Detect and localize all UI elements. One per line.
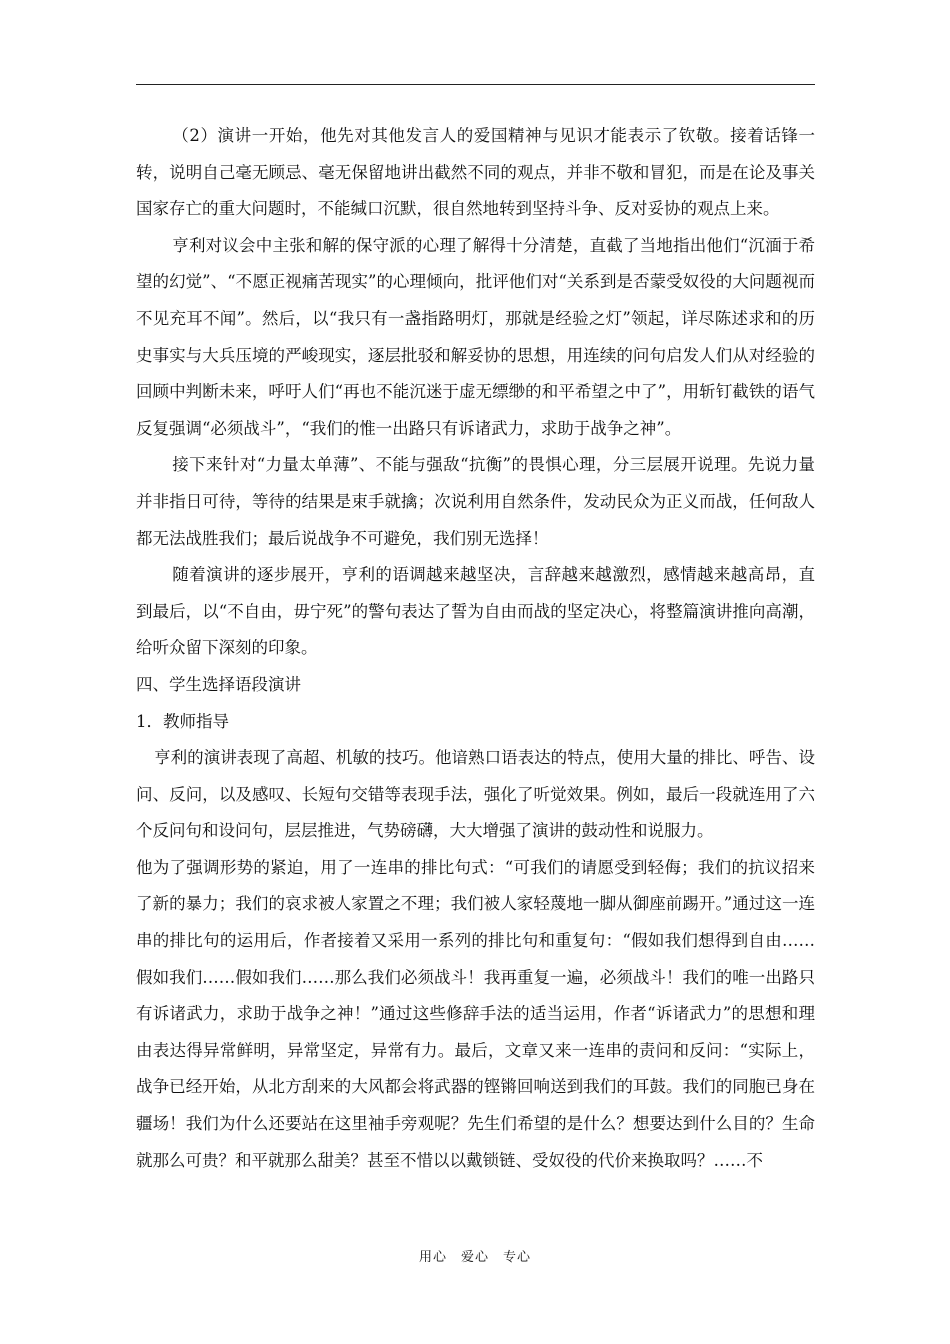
subsection-heading: 1．教师指导	[136, 711, 229, 731]
page-footer: 用心 爱心 专心	[418, 1250, 531, 1265]
document-body	[136, 118, 815, 1179]
section-heading: 四、学生选择语段演讲	[136, 674, 301, 694]
paragraph-climax: 随着演讲的逐步展开，亨利的语调越来越坚决，言辞越来越激烈，感情越来越高昂，直到最后，以“不自由，毋宁死”的警句表达了誓为自由而战的坚定决心，将整篇演讲推向高潮，给听众留下深刻的印象。	[136, 565, 815, 658]
paragraph-conservatives-analysis: 亨利对议会中主张和解的保守派的心理了解得十分清楚，直截了当地指出他们“沉湎于希望的幻觉”、“不愿正视痛苦现实”的心理倾向，批评他们对“关系到是否蒙受奴役的大问题视而不见充耳不闻”。然后，以“我只有一盏指路明灯，那就是经验之灯”领起，详尽陈述求和的历史事实与大兵压境的严峻现实，逐层批驳和解妥协的思想，用连续的问句启发人们从对经验的回顾中判断未来，呼吁人们“再也不能沉迷于虚无缥缈的和平希望之中了”，用斩钉截铁的语气反复强调“必须战斗”，“我们的惟一出路只有诉诸武力，求助于战争之神”。	[136, 235, 815, 438]
header-rule	[136, 84, 815, 85]
paragraph-opening-analysis: （2）演讲一开始，他先对其他发言人的爱国精神与见识才能表示了钦敬。接着话锋一转，说明自己毫无顾忌、毫无保留地讲出截然不同的观点，并非不敬和冒犯，而是在论及事关国家存亡的重大问题时，不能缄口沉默，很自然地转到坚持斗争、反对妥协的观点上来。	[136, 126, 815, 219]
paragraph-three-layers: 接下来针对“力量太单薄”、不能与强敌“抗衡”的畏惧心理，分三层展开说理。先说力量并非指日可待，等待的结果是束手就擒；次说利用自然条件，发动民众为正义而战，任何敌人都无法战胜我们；最后说战争不可避免，我们别无选择！	[136, 455, 815, 548]
paragraph-teacher-guidance: 亨利的演讲表现了高超、机敏的技巧。他谙熟口语表达的特点，使用大量的排比、呼告、设问、反问，以及感叹、长短句交错等表现手法，强化了听觉效果。例如，最后一段就连用了六个反问句和设问句，层层推进，气势磅礴，大大增强了演讲的鼓动性和说服力。	[136, 748, 815, 841]
paragraph-parallelism-examples: 他为了强调形势的紧迫，用了一连串的排比句式：“可我们的请愿受到轻侮；我们的抗议招来了新的暴力；我们的哀求被人家置之不理；我们被人家轻蔑地一脚从御座前踢开。”通过这一连串的排比句的运用后，作者接着又采用一系列的排比句和重复句：“假如我们想得到自由……假如我们……假如我们……那么我们必须战斗！我再重复一遍，必须战斗！我们的唯一出路只有诉诸武力，求助于战争之神！”通过这些修辞手法的适当运用，作者“诉诸武力”的思想和理由表达得异常鲜明，异常坚定，异常有力。最后，文章又来一连串的责问和反问：“实际上，战争已经开始，从北方刮来的大风都会将武器的铿锵回响送到我们的耳鼓。我们的同胞已身在疆场！我们为什么还要站在这里袖手旁观呢？先生们希望的是什么？想要达到什么目的？生命就那么可贵？和平就那么甜美？甚至不惜以以戴锁链、受奴役的代价来换取吗？……不	[136, 857, 815, 1170]
